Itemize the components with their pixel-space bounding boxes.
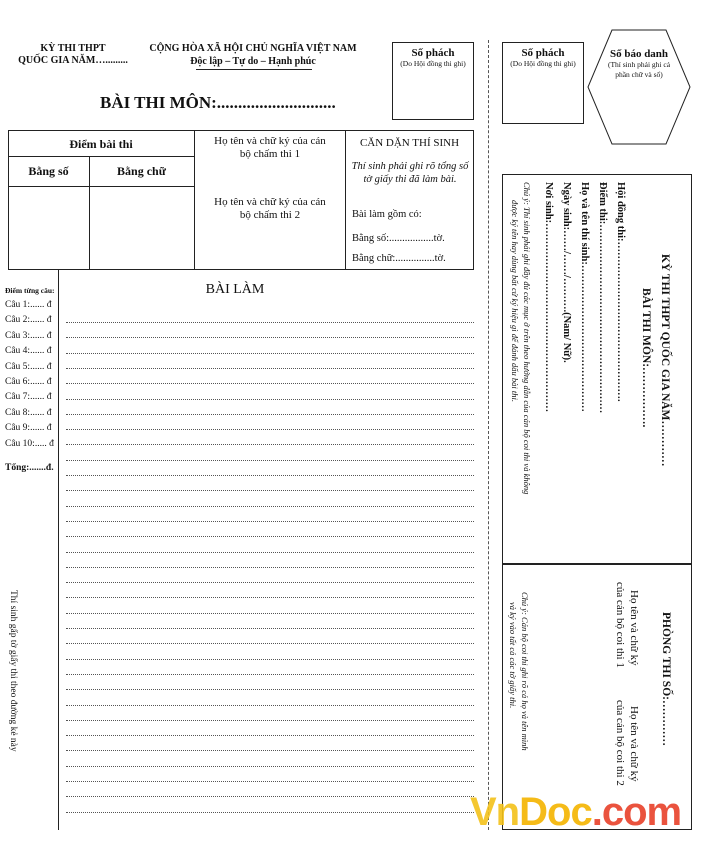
answer-line [66, 812, 474, 813]
sheets-by-words: Bằng chữ:...............tờ. [352, 253, 446, 264]
question-score-2: Câu 2:...... đ [5, 315, 52, 326]
rp-note3: Chú ý: Cán bộ coi thi ghi rõ cả họ và tên mình [520, 592, 530, 751]
rp-council: Hội đồng thi:………………………………………. [615, 182, 626, 402]
answer-line [66, 399, 474, 400]
watermark-text: VnDoc.com [470, 790, 682, 834]
score-row-line-2 [8, 186, 194, 187]
fold-note: Thí sinh gấp tờ giấy thi theo đường kẻ này [8, 590, 18, 752]
rp-proctor1b: của cán bộ coi thi 1 [614, 582, 626, 668]
answer-line [66, 322, 474, 323]
rp-site: Điểm thi:……………………………………………… [597, 182, 608, 414]
exam-title [8, 43, 138, 67]
rp-note2: được ký tên hay dùng bất cứ ký hiệu gì để đánh dấu bài thi. [510, 200, 520, 402]
answer-line [66, 368, 474, 369]
per-question-label: Điểm từng câu: [5, 286, 55, 295]
rp-proctor2: Họ tên và chữ ký [628, 706, 640, 782]
answer-line [66, 750, 474, 751]
answer-line [66, 521, 474, 522]
rp-room: PHÒNG THI SỐ:………… [660, 612, 672, 746]
rp-note4: và ký vào tất cả các tờ giấy thi. [508, 602, 518, 709]
answer-line [66, 796, 474, 797]
rp-exam: KỲ THI THPT QUỐC GIA NĂM………… [659, 254, 671, 467]
score-row-line-1 [8, 156, 194, 157]
score-col-number: Bằng số [28, 164, 69, 178]
answer-line [66, 383, 474, 384]
question-score-4: Câu 4:...... đ [5, 346, 52, 357]
answer-line [66, 337, 474, 338]
grader1-label: Họ tên và chữ ký của cán bộ chấm thi 1 [214, 135, 326, 160]
answer-title: BÀI LÀM [205, 282, 265, 297]
so-phach-note-right: (Do Hội đồng thi ghi) [510, 59, 576, 68]
rp-proctor1: Họ tên và chữ ký [628, 590, 640, 666]
answer-line [66, 429, 474, 430]
rp-name: Họ và tên thí sinh:…………………………………… [579, 182, 590, 412]
watermark-logo [470, 790, 681, 835]
question-score-1: Câu 1:...... đ [5, 300, 52, 310]
country-header [142, 42, 364, 68]
answer-line [66, 506, 474, 507]
answer-line [66, 552, 474, 553]
question-score-10: Câu 10:..... đ [5, 438, 54, 449]
answer-line [66, 567, 474, 568]
answer-line [66, 475, 474, 476]
rp-subject: BÀI THI MÔN:……………. [640, 288, 652, 428]
question-score-8: Câu 8:...... đ [5, 407, 52, 418]
answer-line [66, 582, 474, 583]
so-phach-note: (Do Hội đồng thi ghi) [400, 59, 466, 68]
so-bao-danh [600, 48, 678, 80]
answer-line [66, 735, 474, 736]
sheets-label: Bài làm gồm có: [352, 209, 422, 220]
answer-line [66, 628, 474, 629]
rp-note1: Chú ý: Thí sinh phải ghi đầy đủ các mục ở trên theo hướng dẫn của cán bộ coi thi và không [522, 182, 532, 495]
rp-dob: Ngày sinh:……/……/……….(Nam/ Nữ). [561, 182, 572, 363]
answer-line [66, 674, 474, 675]
score-title: Điểm bài thi [69, 137, 133, 151]
so-phach-box-right [502, 42, 584, 124]
total-score: Tổng:.......đ. [5, 463, 54, 473]
answer-line [66, 705, 474, 706]
answer-line [66, 460, 474, 461]
so-phach-box-left [392, 42, 474, 120]
motto: Độc lập – Tự do – Hạnh phúc [190, 56, 316, 67]
score-col-words: Bằng chữ [117, 164, 166, 178]
question-score-7: Câu 7:...... đ [5, 392, 52, 403]
grader2-label: Họ tên và chữ ký của cán bộ chấm thi 2 [214, 196, 326, 221]
answer-line [66, 353, 474, 354]
answer-line [66, 643, 474, 644]
question-score-5: Câu 5:...... đ [5, 361, 52, 372]
question-score-3: Câu 3:...... đ [5, 330, 52, 341]
country-name: CỘNG HÒA XÃ HỘI CHỦ NGHĨA VIỆT NAM [149, 43, 357, 54]
answer-line [66, 720, 474, 721]
answer-line [66, 536, 474, 537]
instructions-text: Thí sinh phải ghi rõ tổng số tờ giấy thi đã làm bài. [351, 161, 469, 185]
sheets-by-number: Bằng số:.................tờ. [352, 233, 445, 244]
answer-line [66, 597, 474, 598]
so-bao-danh-hexagon [586, 28, 692, 146]
answer-line [66, 444, 474, 445]
rp-pob: Nơi sinh:……………………………………………… [543, 182, 554, 413]
question-score-9: Câu 9:...... đ [5, 423, 52, 434]
answer-line [66, 689, 474, 690]
rp-proctor2b: của cán bộ coi thi 2 [614, 700, 626, 786]
answer-line [66, 781, 474, 782]
answer-left-border [58, 270, 59, 830]
so-phach-title-right: Số phách [521, 47, 565, 59]
exam-title-line1: KỲ THI THPT [40, 43, 106, 54]
so-bao-danh-note: (Thí sinh phải ghi cả phần chữ và số) [607, 60, 671, 79]
score-divider-1 [194, 130, 195, 270]
instructions-title: CĂN DẶN THÍ SINH [359, 137, 460, 149]
score-divider-2 [345, 130, 346, 270]
subject-title: BÀI THI MÔN:............................ [100, 93, 336, 112]
so-phach-title: Số phách [411, 47, 455, 59]
motto-underline [196, 69, 312, 70]
answer-line [66, 766, 474, 767]
exam-title-line2: QUỐC GIA NĂM…......... [18, 55, 128, 66]
answer-line [66, 490, 474, 491]
fold-line [488, 40, 489, 830]
so-bao-danh-title: Số báo danh [609, 48, 669, 60]
answer-line [66, 659, 474, 660]
answer-line [66, 613, 474, 614]
answer-line [66, 414, 474, 415]
question-score-6: Câu 6:...... đ [5, 377, 52, 387]
